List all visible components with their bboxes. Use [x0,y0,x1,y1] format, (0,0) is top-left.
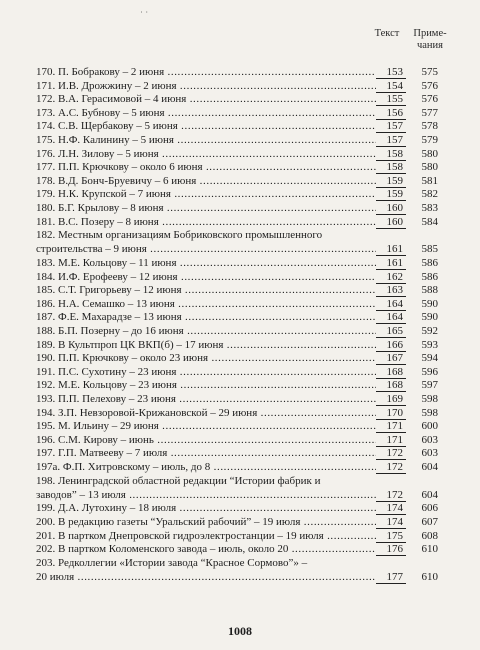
entry-title: 184. И.Ф. Ерофееву – 12 июня ..... [36,271,376,284]
text-page-number: 176 [386,543,403,556]
notes-page-number: 590 [421,297,438,310]
entry-title-continued: строительства – 9 июня ..... [36,243,376,256]
notes-page-number: 590 [421,311,438,324]
entry-title: 173. А.С. Бубнову – 5 июня ..... [36,107,376,120]
text-page-number: 164 [386,311,403,324]
entry-title: 195. М. Ильину – 29 июня ..... [36,420,376,433]
notes-page-number: 585 [421,243,438,256]
entry-title: 194. З.П. Невзоровой-Крижановской – 29 июня ..... [36,407,376,420]
notes-page-number: 600 [421,420,438,433]
entry-title: 189. В Культпроп ЦК ВКП(б) – 17 июня ..... [36,339,376,352]
notes-page-number: 575 [421,66,438,78]
entry-title: 202. В партком Коломенского завода – июль, около 20 ..... [36,543,376,556]
notes-page-number: 577 [421,106,438,119]
entry-title: 200. В редакцию газеты “Уральский рабочий” – 19 июля ..... [36,516,376,529]
text-page-number: 166 [386,338,403,351]
text-page-number: 155 [386,93,403,106]
notes-page-number: 598 [421,393,438,405]
notes-page-number: 588 [421,284,438,297]
entry-title-continued: заводов” – 13 июля ..... [36,489,376,502]
entry-title: 172. В.А. Герасимовой – 4 июня ..... [36,93,376,106]
text-page-number: 168 [386,365,403,378]
text-page-number: 154 [386,79,403,92]
notes-page-number: 604 [421,488,438,501]
entry-title: 174. С.В. Щербакову – 5 июня ..... [36,120,376,133]
entry-title: 196. С.М. Кирову – июнь ..... [36,434,376,447]
text-page-number: 159 [386,188,403,201]
notes-page-number: 598 [421,406,438,419]
text-page-number: 165 [386,325,403,337]
contents-row [36,475,456,503]
text-page-number: 162 [386,270,403,283]
text-page-number: 153 [386,66,403,78]
column-header-text: Текст [374,28,400,39]
notes-page-number: 593 [421,338,438,351]
column-header-notes-line: чания [416,40,443,51]
print-speck: ˙ ˙ [140,10,149,20]
notes-page-number: 603 [421,447,438,460]
entry-title: 192. М.Е. Кольцову – 23 июня ..... [36,379,376,392]
contents-row [36,557,456,585]
notes-page-number: 586 [421,257,438,269]
text-page-number: 171 [386,420,403,433]
entry-title: 197а. Ф.П. Хитровскому – июль, до 8 ..... [36,461,376,474]
entry-title: 183. М.Е. Кольцову – 11 июня ..... [36,257,376,270]
entry-title: 178. В.Д. Бонч-Бруевичу – 6 июня ..... [36,175,376,188]
text-page-number: 161 [386,257,403,269]
text-page-number: 174 [386,502,403,515]
notes-page-number: 580 [421,161,438,174]
text-page-number: 177 [386,570,403,583]
notes-page-number: 610 [421,570,438,583]
notes-page-number: 583 [421,202,438,214]
text-page-number: 163 [386,284,403,297]
entry-title: 188. Б.П. Позерну – до 16 июня ..... [36,325,376,338]
text-page-number: 157 [386,134,403,146]
text-page-number: 159 [386,174,403,187]
entry-title: 201. В партком Днепровской гидроэлектростанции – 19 июля ..... [36,530,376,543]
entry-title: 190. П.П. Крючкову – около 23 июня ..... [36,352,376,365]
notes-page-number: 594 [421,352,438,365]
entry-title: 203. Редколлегии «Истории завода “Красное Сормово”» – [36,556,308,569]
text-page-number: 160 [386,215,403,228]
entry-title: 191. П.С. Сухотину – 23 июня ..... [36,366,376,379]
notes-page-number: 604 [421,461,438,473]
entry-title: 182. Местным организациям Бобриковского промышленного [36,229,323,242]
entry-title: 180. Б.Г. Крылову – 8 июня ..... [36,202,376,215]
notes-page-number: 586 [421,270,438,283]
text-page-number: 172 [386,461,403,473]
notes-page-number: 606 [421,502,438,515]
entry-title: 170. П. Бобракову – 2 июня ..... [36,66,376,79]
notes-page-number: 603 [421,433,438,446]
entry-title-continued: 20 июля ..... [36,571,376,584]
text-page-number: 167 [386,352,403,365]
notes-page-number: 580 [421,147,438,160]
text-page-number: 169 [386,393,403,405]
column-header-notes-line: Приме- [413,28,447,39]
text-page-number: 170 [386,406,403,419]
text-page-number: 174 [386,516,403,528]
page-number: 1008 [228,624,252,638]
text-page-number: 168 [386,379,403,392]
text-page-number: 161 [386,243,403,256]
text-page-number: 171 [386,433,403,446]
notes-page-number: 584 [421,215,438,228]
entry-title: 176. Л.Н. Зилову – 5 июня ..... [36,148,376,161]
notes-page-number: 581 [421,174,438,187]
text-page-number: 160 [386,202,403,214]
notes-page-number: 576 [421,79,438,92]
notes-page-number: 576 [421,93,438,106]
entry-title: 171. И.В. Дрожжину – 2 июня ..... [36,80,376,93]
text-page-number: 172 [386,447,403,460]
entry-title: 199. Д.А. Лутохину – 18 июля ..... [36,502,376,515]
contents-row [36,229,456,257]
entry-title: 186. Н.А. Семашко – 13 июня ..... [36,298,376,311]
notes-page-number: 592 [421,325,438,337]
notes-page-number: 596 [421,365,438,378]
entry-title: 181. В.С. Позеру – 8 июня ..... [36,216,376,229]
text-page-number: 158 [386,147,403,160]
entry-title: 187. Ф.Е. Махарадзе – 13 июня ..... [36,311,376,324]
entry-title: 175. Н.Ф. Калинину – 5 июня ..... [36,134,376,147]
text-page-number: 158 [386,161,403,174]
notes-page-number: 582 [421,188,438,201]
column-header-notes [407,28,453,52]
text-page-number: 157 [386,120,403,133]
notes-page-number: 608 [421,529,438,542]
notes-page-number: 607 [421,516,438,528]
text-page-number: 172 [386,488,403,501]
entry-title: 177. П.П. Крючкову – около 6 июня ..... [36,161,376,174]
text-page-number: 175 [386,529,403,542]
entry-title: 198. Ленинградской областной редакции “Истории фабрик и [36,474,321,487]
entry-title: 197. Г.П. Матвееву – 7 июля ..... [36,447,376,460]
entry-title: 179. Н.К. Крупской – 7 июня ..... [36,188,376,201]
notes-page-number: 610 [421,543,438,556]
text-page-number: 164 [386,297,403,310]
notes-page-number: 578 [421,120,438,133]
text-page-number: 156 [386,106,403,119]
notes-page-number: 579 [421,134,438,146]
entry-title: 193. П.П. Пелехову – 23 июня ..... [36,393,376,406]
notes-page-number: 597 [421,379,438,392]
entry-title: 185. С.Т. Григорьеву – 12 июня ..... [36,284,376,297]
